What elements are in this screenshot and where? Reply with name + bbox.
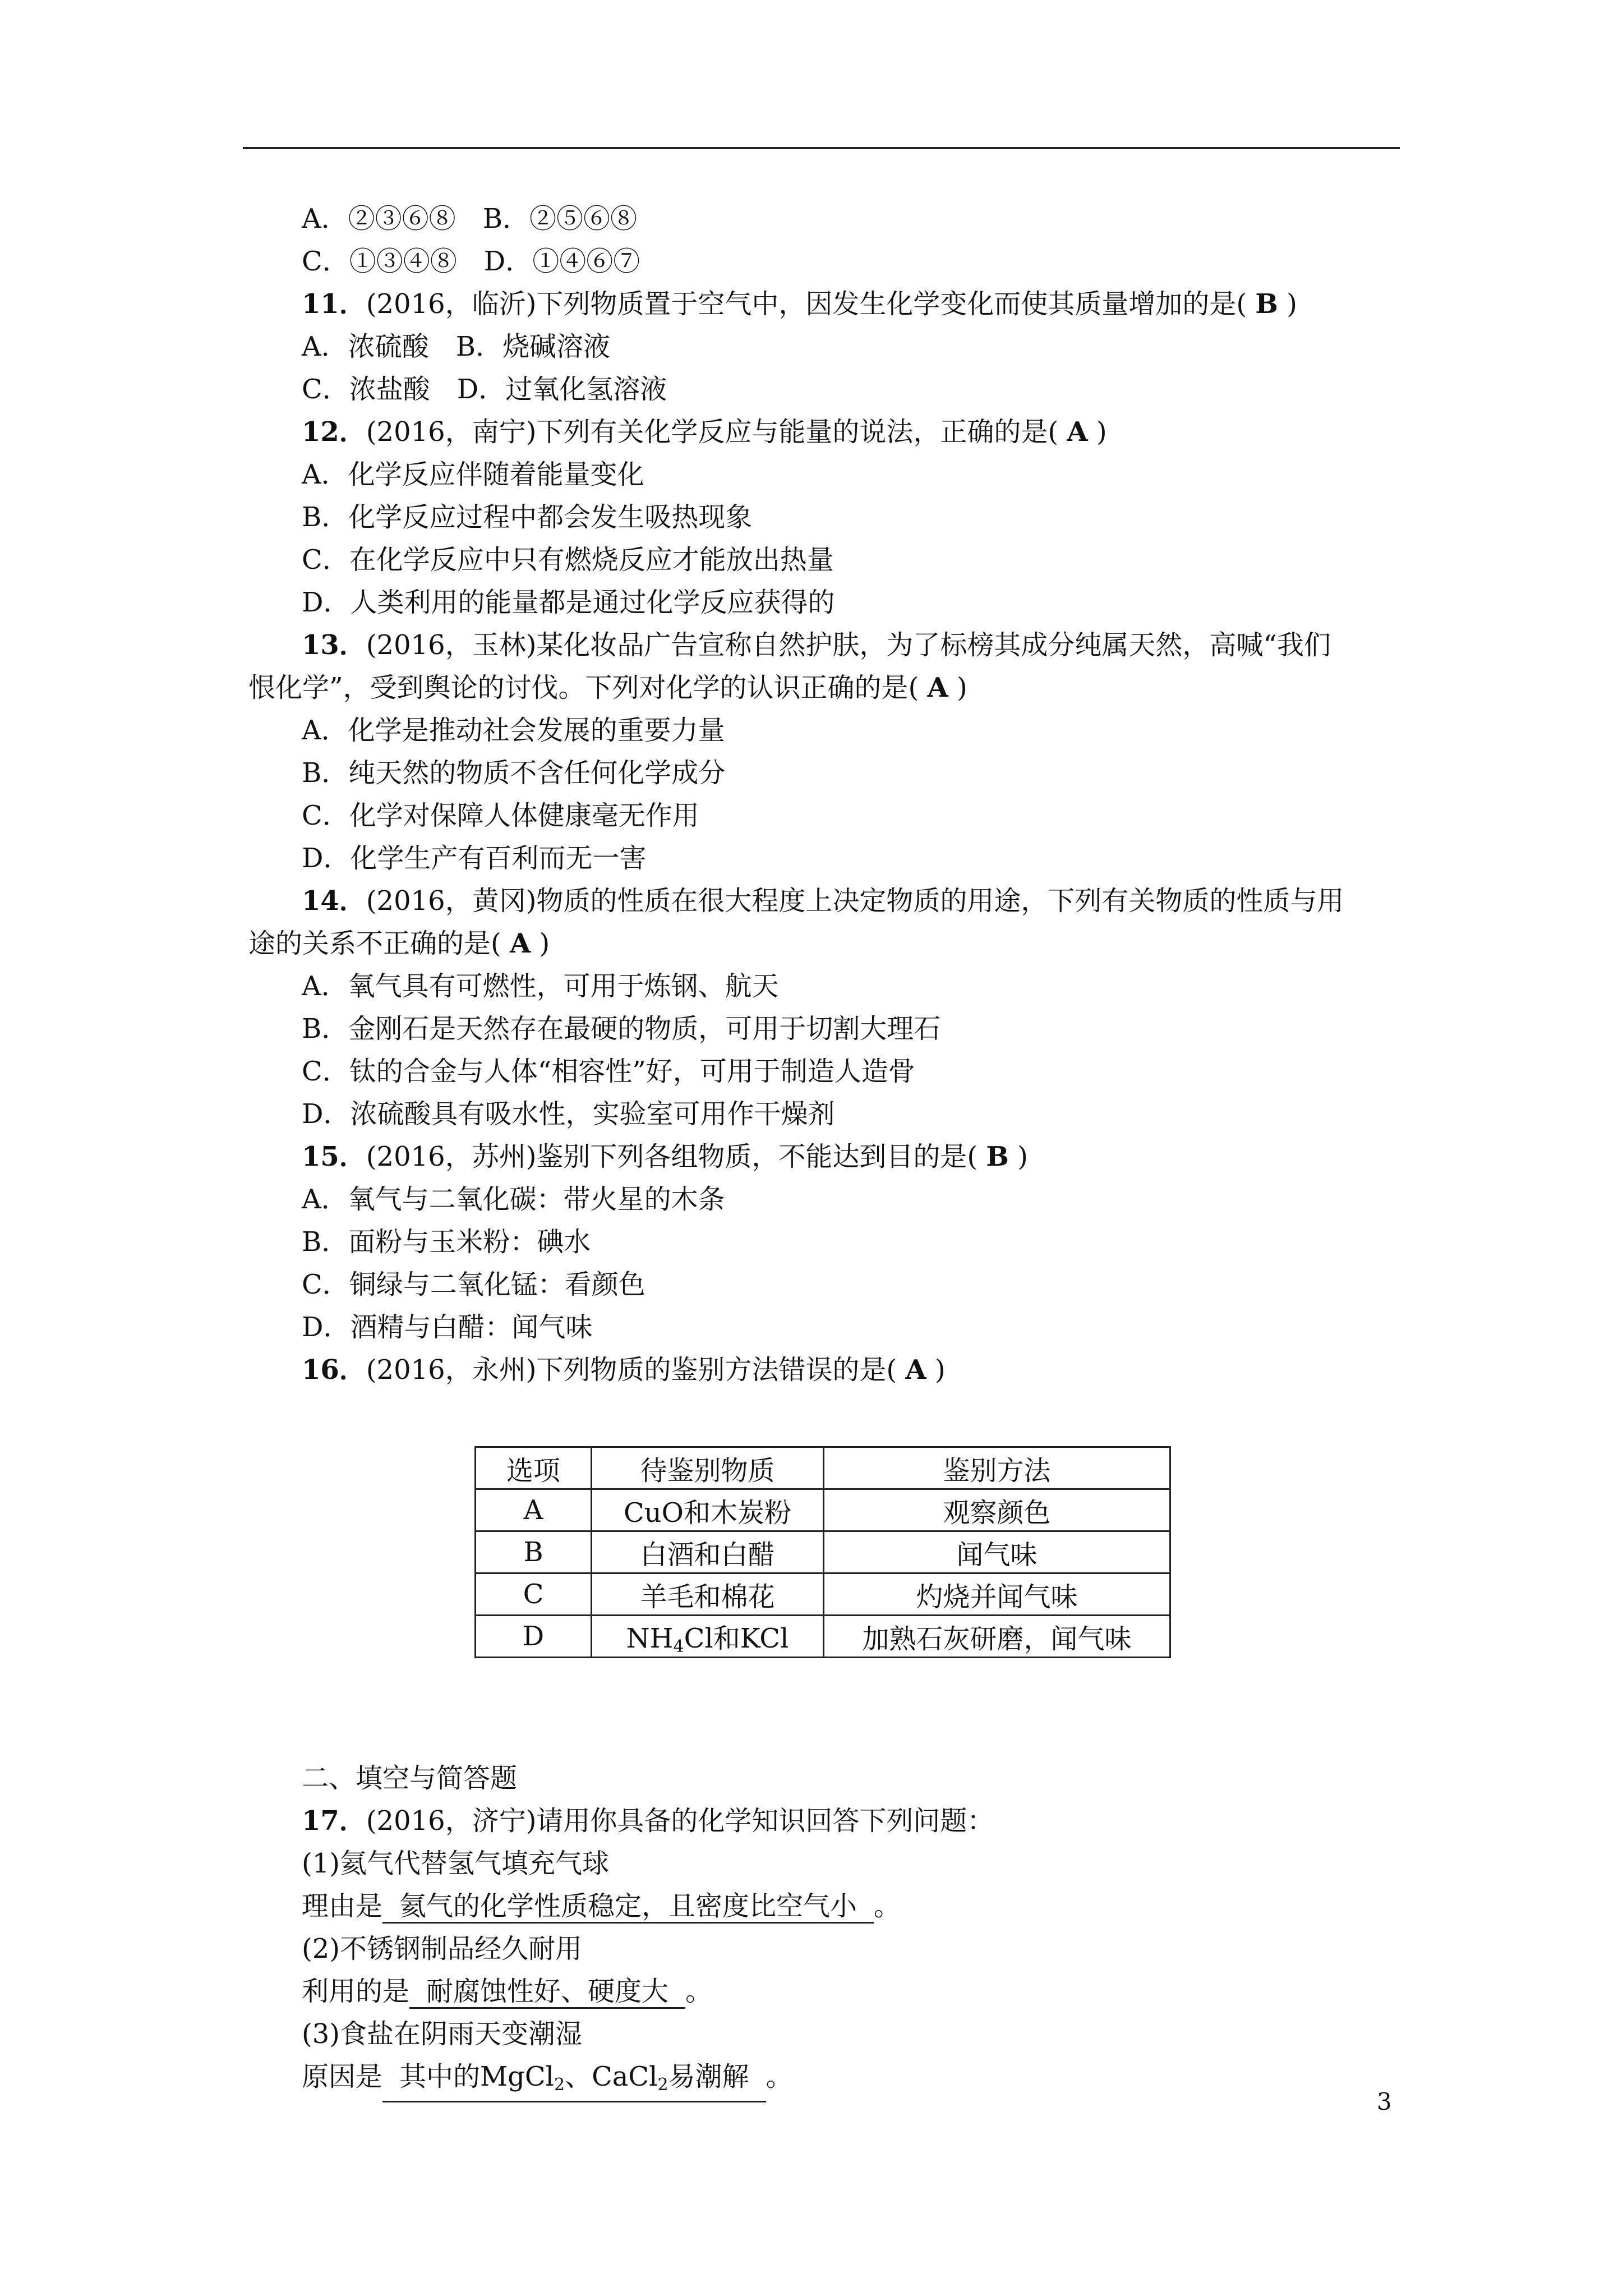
table-row bbox=[476, 1489, 1170, 1531]
q15-close: ) bbox=[1017, 1141, 1028, 1172]
q15-stem bbox=[302, 1140, 1028, 1174]
q14-number: 14． bbox=[302, 885, 366, 917]
q11-option-a: A．浓硫酸 bbox=[302, 331, 429, 362]
q13-option-d: D．化学生产有百利而无一害 bbox=[302, 843, 647, 874]
q15-number: 15． bbox=[302, 1141, 366, 1172]
table-cell: 灼烧并闻气味 bbox=[824, 1573, 1170, 1616]
q13-text-1: (2016，玉林)某化妆品广告宣称自然护肤，为了标榜其成分纯属天然，高喊“我们 bbox=[366, 629, 1331, 661]
q13-option-b: B．纯天然的物质不含任何化学成分 bbox=[302, 757, 726, 789]
q15-option-b: B．面粉与玉米粉：碘水 bbox=[302, 1226, 591, 1258]
q16-text: (2016，永州)下列物质的鉴别方法错误的是( bbox=[366, 1354, 897, 1386]
subscript: 2 bbox=[554, 2075, 565, 2095]
q10-options-row1 bbox=[302, 202, 637, 236]
q13-text-2: 恨化学”，受到舆论的讨伐。下列对化学的认识正确的是( bbox=[248, 672, 919, 703]
formula-part: Cl和KCl bbox=[684, 1622, 789, 1654]
q11-stem bbox=[302, 287, 1297, 321]
q13-stem-line1 bbox=[302, 628, 1331, 662]
q14-close: ) bbox=[539, 928, 550, 959]
table-header-cell: 待鉴别物质 bbox=[592, 1447, 824, 1489]
q10-option-b: B．②⑤⑥⑧ bbox=[482, 203, 637, 234]
q11-number: 11． bbox=[302, 288, 366, 320]
table-cell: CuO和木炭粉 bbox=[592, 1489, 824, 1531]
table-cell: B bbox=[476, 1531, 592, 1573]
q12-option-d: D．人类利用的能量都是通过化学反应获得的 bbox=[302, 587, 835, 618]
q10-options-row2 bbox=[302, 245, 640, 278]
q17-part2-prompt: (2)不锈钢制品经久耐用 bbox=[302, 1933, 582, 1964]
q10-option-a: A．②③⑥⑧ bbox=[302, 203, 456, 234]
q17-part2-end: 。 bbox=[685, 1976, 713, 2007]
table-cell: 加熟石灰研磨，闻气味 bbox=[824, 1616, 1170, 1658]
q12-text: (2016，南宁)下列有关化学反应与能量的说法，正确的是( bbox=[366, 416, 1059, 448]
q17-part3-answer-line bbox=[302, 2060, 793, 2102]
table-cell: A bbox=[476, 1489, 592, 1531]
q14-text-1: (2016，黄冈)物质的性质在很大程度上决定物质的用途，下列有关物质的性质与用 bbox=[366, 885, 1344, 917]
q11-option-d: D．过氧化氢溶液 bbox=[457, 374, 667, 405]
formula-part: NH bbox=[626, 1622, 674, 1654]
q17-part2-lead: 利用的是 bbox=[302, 1976, 410, 2007]
q12-option-c: C．在化学反应中只有燃烧反应才能放出热量 bbox=[302, 544, 834, 576]
q13-stem-line2 bbox=[248, 671, 967, 705]
q12-close: ) bbox=[1096, 416, 1107, 448]
q10-option-c: C．①③④⑧ bbox=[302, 246, 457, 277]
formula-subscript: 4 bbox=[673, 1636, 684, 1657]
q12-answer: A bbox=[1067, 416, 1088, 448]
q14-option-a: A．氧气具有可燃性，可用于炼钢、航天 bbox=[302, 970, 779, 1002]
q16-stem bbox=[302, 1353, 946, 1387]
table-row bbox=[476, 1531, 1170, 1573]
q15-option-a: A．氧气与二氧化碳：带火星的木条 bbox=[302, 1184, 725, 1215]
q17-part1-lead: 理由是 bbox=[302, 1890, 383, 1922]
q17-number: 17． bbox=[302, 1805, 366, 1837]
q17-part3-answer-c: 易潮解 bbox=[668, 2061, 749, 2092]
table-cell: 观察颜色 bbox=[824, 1489, 1170, 1531]
q17-part1-prompt: (1)氦气代替氢气填充气球 bbox=[302, 1848, 609, 1879]
q11-close: ) bbox=[1287, 288, 1297, 320]
q14-option-b: B．金刚石是天然存在最硬的物质，可用于切割大理石 bbox=[302, 1013, 941, 1045]
q16-close: ) bbox=[934, 1354, 946, 1386]
q13-close: ) bbox=[957, 672, 967, 703]
q15-text: (2016，苏州)鉴别下列各组物质，不能达到目的是( bbox=[366, 1141, 978, 1172]
q17-part2-answer-line bbox=[302, 1975, 712, 2009]
q17-part3-end: 。 bbox=[766, 2061, 793, 2092]
q17-text: (2016，济宁)请用你具备的化学知识回答下列问题： bbox=[366, 1805, 994, 1837]
q16-answer: A bbox=[905, 1354, 926, 1386]
table-row bbox=[476, 1616, 1170, 1658]
q11-answer: B bbox=[1255, 288, 1278, 320]
table-cell: D bbox=[476, 1616, 592, 1658]
q14-stem-line2 bbox=[248, 927, 550, 960]
q17-part3-answer-a: 其中的MgCl bbox=[399, 2061, 554, 2092]
q17-part3-answer-b: 、CaCl bbox=[565, 2061, 658, 2092]
q12-option-b: B．化学反应过程中都会发生吸热现象 bbox=[302, 501, 753, 533]
q15-option-c: C．铜绿与二氧化锰：看颜色 bbox=[302, 1269, 645, 1300]
table-header-cell: 鉴别方法 bbox=[824, 1447, 1170, 1489]
q11-option-b: B．烧碱溶液 bbox=[455, 331, 610, 362]
q15-answer: B bbox=[986, 1141, 1009, 1172]
q13-number: 13． bbox=[302, 629, 366, 661]
table-cell: 羊毛和棉花 bbox=[592, 1573, 824, 1616]
q17-part1-answer-line bbox=[302, 1889, 901, 1924]
table-cell bbox=[592, 1616, 824, 1658]
q10-option-d: D．①④⑥⑦ bbox=[483, 246, 640, 277]
table-cell: 白酒和白醋 bbox=[592, 1531, 824, 1573]
table-header-cell: 选项 bbox=[476, 1447, 592, 1489]
q11-text: (2016，临沂)下列物质置于空气中，因发生化学变化而使其质量增加的是( bbox=[366, 288, 1247, 320]
table-row bbox=[476, 1573, 1170, 1616]
table-header-row bbox=[476, 1447, 1170, 1489]
q12-number: 12． bbox=[302, 416, 366, 448]
section-title: 二、填空与简答题 bbox=[302, 1763, 518, 1794]
q11-options-row2 bbox=[302, 372, 667, 406]
q17-part3-prompt: (3)食盐在阴雨天变潮湿 bbox=[302, 2018, 582, 2050]
q17-stem bbox=[302, 1804, 994, 1838]
q14-option-d: D．浓硫酸具有吸水性，实验室可用作干燥剂 bbox=[302, 1098, 835, 1130]
q17-part1-answer: 氦气的化学性质稳定，且密度比空气小 bbox=[382, 1890, 874, 1924]
table-cell: 闻气味 bbox=[824, 1531, 1170, 1573]
q12-option-a: A．化学反应伴随着能量变化 bbox=[302, 459, 644, 490]
q14-answer: A bbox=[510, 928, 531, 959]
q13-option-c: C．化学对保障人体健康毫无作用 bbox=[302, 800, 699, 831]
q15-option-d: D．酒精与白醋：闻气味 bbox=[302, 1312, 593, 1343]
identification-table bbox=[474, 1446, 1171, 1658]
header-rule bbox=[243, 147, 1400, 149]
q17-part3-answer bbox=[382, 2061, 766, 2102]
q13-option-a: A．化学是推动社会发展的重要力量 bbox=[302, 715, 725, 746]
q17-part1-end: 。 bbox=[874, 1890, 901, 1922]
q11-option-c: C．浓盐酸 bbox=[302, 374, 430, 405]
q13-answer: A bbox=[927, 672, 948, 703]
subscript: 2 bbox=[657, 2075, 668, 2095]
q12-stem bbox=[302, 415, 1107, 449]
q14-stem-line1 bbox=[302, 884, 1344, 918]
table-cell: C bbox=[476, 1573, 592, 1616]
page-number: 3 bbox=[1377, 2088, 1392, 2115]
q16-number: 16． bbox=[302, 1354, 366, 1386]
q11-options-row1 bbox=[302, 330, 610, 364]
q14-text-2: 途的关系不正确的是( bbox=[248, 928, 501, 959]
q17-part2-answer: 耐腐蚀性好、硬度大 bbox=[409, 1976, 685, 2009]
q17-part3-lead: 原因是 bbox=[302, 2061, 383, 2092]
q14-option-c: C．钛的合金与人体“相容性”好，可用于制造人造骨 bbox=[302, 1056, 915, 1087]
